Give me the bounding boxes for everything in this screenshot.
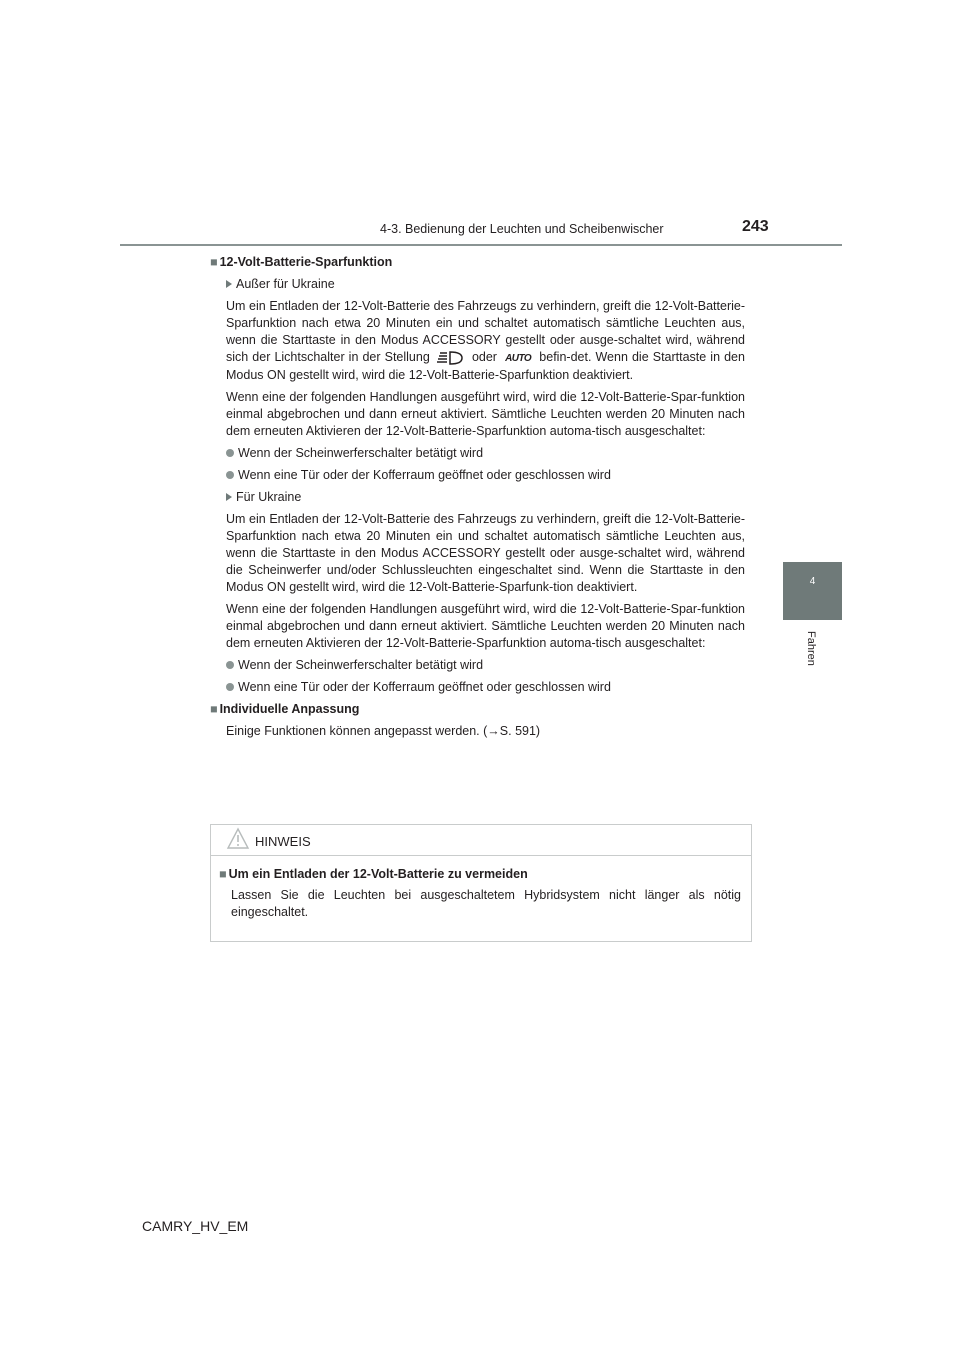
- square-bullet-icon: ■: [210, 702, 218, 716]
- dot-bullet-icon: [226, 449, 234, 457]
- bullet-item: Wenn eine Tür oder der Kofferraum geöffnet oder geschlossen wird: [226, 467, 745, 484]
- notice-box: [210, 824, 752, 942]
- dot-bullet-icon: [226, 471, 234, 479]
- bullet-item: Wenn eine Tür oder der Kofferraum geöffnet oder geschlossen wird: [226, 679, 745, 696]
- bullet-item: Wenn der Scheinwerferschalter betätigt wird: [226, 657, 745, 674]
- paragraph: Wenn eine der folgenden Handlungen ausgeführt wird, wird die 12-Volt-Batterie-Spar-funktion einmal abgebrochen und dann erneut aktiviert. Sämtliche Leuchten werden 20 Minuten nach dem erneuten Aktivieren der 12-Volt-Batterie-Sparfunktion automa-tisch ausgeschaltet:: [226, 602, 745, 650]
- paragraph: Um ein Entladen der 12-Volt-Batterie des Fahrzeugs zu verhindern, greift die 12-Volt-Batterie-Sparfunktion nach etwa 20 Minuten ein und schaltet automatisch sämtliche Leuchten aus, wenn die Starttaste in den Modus ACCESSORY gestellt oder ausge-schaltet wird, während sich der Lichtschalter in der Stellung oder AUTO befin-det. Wenn die Starttaste in den Modus ON gestellt wird, wird die 12-Volt-Batterie-Sparfunktion deaktiviert.: [226, 299, 745, 382]
- triangle-bullet-icon: [226, 280, 232, 288]
- notice-body: [211, 856, 751, 921]
- page-number: 243: [742, 218, 769, 235]
- notice-paragraph: Lassen Sie die Leuchten bei ausgeschaltetem Hybridsystem nicht länger als nötig eingeschaltet.: [231, 888, 741, 919]
- subsection-label: Für Ukraine: [226, 489, 745, 506]
- notice-header: [211, 825, 751, 856]
- notice-title: HINWEIS: [255, 834, 311, 849]
- paragraph: Wenn eine der folgenden Handlungen ausgeführt wird, wird die 12-Volt-Batterie-Spar-funktion einmal abgebrochen und dann erneut aktiviert. Sämtliche Leuchten werden 20 Minuten nach dem erneuten Aktivieren der 12-Volt-Batterie-Sparfunktion automa-tisch ausgeschaltet:: [226, 390, 745, 438]
- header-rule: [120, 244, 842, 246]
- headlight-switch-icon: [434, 350, 468, 366]
- section-heading: ■ 12-Volt-Batterie-Sparfunktion: [210, 255, 393, 269]
- chapter-tab: [783, 562, 842, 620]
- bullet-item: Wenn der Scheinwerferschalter betätigt wird: [226, 445, 745, 462]
- auto-icon: AUTO: [505, 353, 532, 364]
- square-bullet-icon: ■: [219, 867, 227, 881]
- dot-bullet-icon: [226, 661, 234, 669]
- notice-heading: ■ Um ein Entladen der 12-Volt-Batterie zu vermeiden: [219, 867, 528, 881]
- warning-triangle-icon: [226, 827, 250, 851]
- paragraph: Einige Funktionen können angepasst werden. (→S. 591): [226, 724, 541, 738]
- dot-bullet-icon: [226, 683, 234, 691]
- triangle-bullet-icon: [226, 493, 232, 501]
- square-bullet-icon: ■: [210, 255, 218, 269]
- paragraph: Um ein Entladen der 12-Volt-Batterie des Fahrzeugs zu verhindern, greift die 12-Volt-Batterie-Sparfunktion nach etwa 20 Minuten ein und schaltet automatisch sämtliche Leuchten aus, wenn die Starttaste in den Modus ACCESSORY gestellt oder ausge-schaltet wird, während die Scheinwerfer und/oder Schlussleuchten eingeschaltet sind. Wenn die Starttaste in den Modus ON gestellt wird, wird die 12-Volt-Batterie-Sparfunk-tion deaktiviert.: [226, 512, 745, 594]
- chapter-label: Fahren: [805, 631, 817, 666]
- subsection-label: Außer für Ukraine: [226, 276, 745, 293]
- chapter-number: 4: [809, 576, 816, 587]
- page-header-title: 4-3. Bedienung der Leuchten und Scheibenwischer: [380, 222, 664, 236]
- main-content: [210, 254, 745, 745]
- section-heading: ■ Individuelle Anpassung: [210, 702, 360, 716]
- footer-code: CAMRY_HV_EM: [142, 1218, 249, 1234]
